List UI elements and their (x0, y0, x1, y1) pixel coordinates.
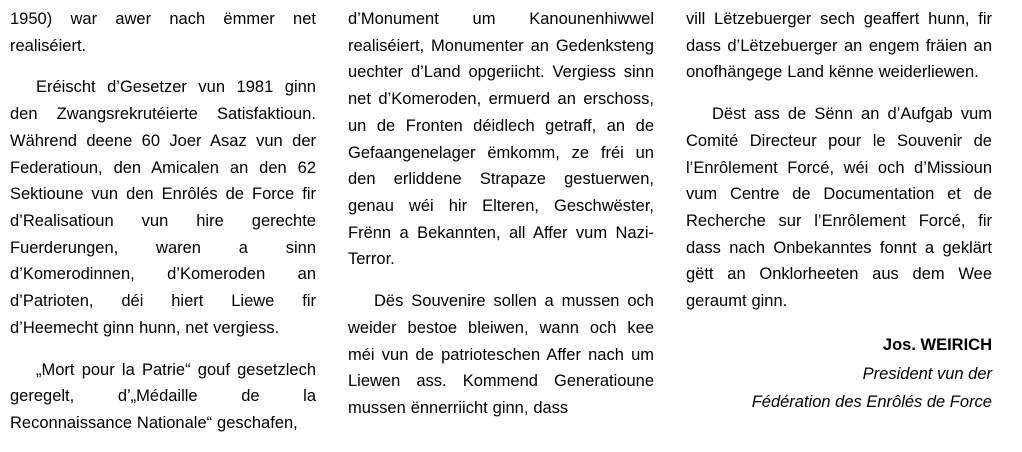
paragraph: Dës Souvenire sollen a mussen och weider bestoe bleiwen, wann och kee méi vun de patrioteschen Affer nach um Liewen ass. Kommend Generatioune mussen ënnerriicht ginn, dass (348, 292, 654, 418)
signature-role-line-1: President vun der (862, 364, 992, 383)
signature-name: Jos. WEIRICH (882, 335, 992, 354)
paragraph: d’Monument um Kanounenhiwwel realiséiert, Monumenter an Gedenksteng uechter d’Land opgeriicht. Vergiess sinn net d’Komeroden, ermuerd an erschoss, un de Fronten déidlech getraff, an de Gefaangenelager ëmkomm, ze fréi un den erliddene Strapaze gestuerwen, genau wéi hir Elteren, Geschwëster, Frënn a Bekannten, all Affer vum Nazi-Terror. (348, 10, 654, 269)
paragraph: Eréischt d’Gesetzer vun 1981 ginn den Zwangsrekrutéierte Satisfaktioun. Während deene 60 Joer Asaz vun der Federatioun, den Amicalen an den 62 Sektioune vun den Enrôlés de Force fir d’Realisatioun vun hire gerechte Fuerderungen, waren a sinn d’Komerodinnen, d’Komeroden an d’Patrioten, déi hiert Liewe fir d’Heemecht ginn hunn, net vergiess. (10, 78, 316, 337)
text-column-2 (348, 6, 654, 422)
paragraph: 1950) war awer nach ëmmer net realiséiert. (10, 10, 316, 55)
paragraph: „Mort pour la Patrie“ gouf gesetzlech geregelt, d’„Médaille de la Reconnaissance Nationale“ geschafen, (10, 360, 316, 433)
text-column-1 (10, 6, 316, 437)
signature-role-line-2: Fédération des Enrôlés de Force (751, 393, 992, 412)
three-column-text-body (10, 6, 1012, 437)
paragraph: vill Lëtzebuerger sech geaffert hunn, fir dass d’Lëtzebuerger an engem fräien an onofhängege Land kënne weiderliewen. (686, 10, 992, 82)
paragraph: Dëst ass de Sënn an d’Aufgab vum Comité Directeur pour le Souvenir de l’Enrôlement Forcé, wéi och d’Missioun vum Centre de Documentation et de Recherche sur l’Enrôlement Forcé, fir dass nach Onbekanntes fonnt a geklärt gëtt an Onklorheeten aus dem Wee geraumt ginn. (686, 105, 992, 311)
text-column-3 (686, 6, 992, 416)
